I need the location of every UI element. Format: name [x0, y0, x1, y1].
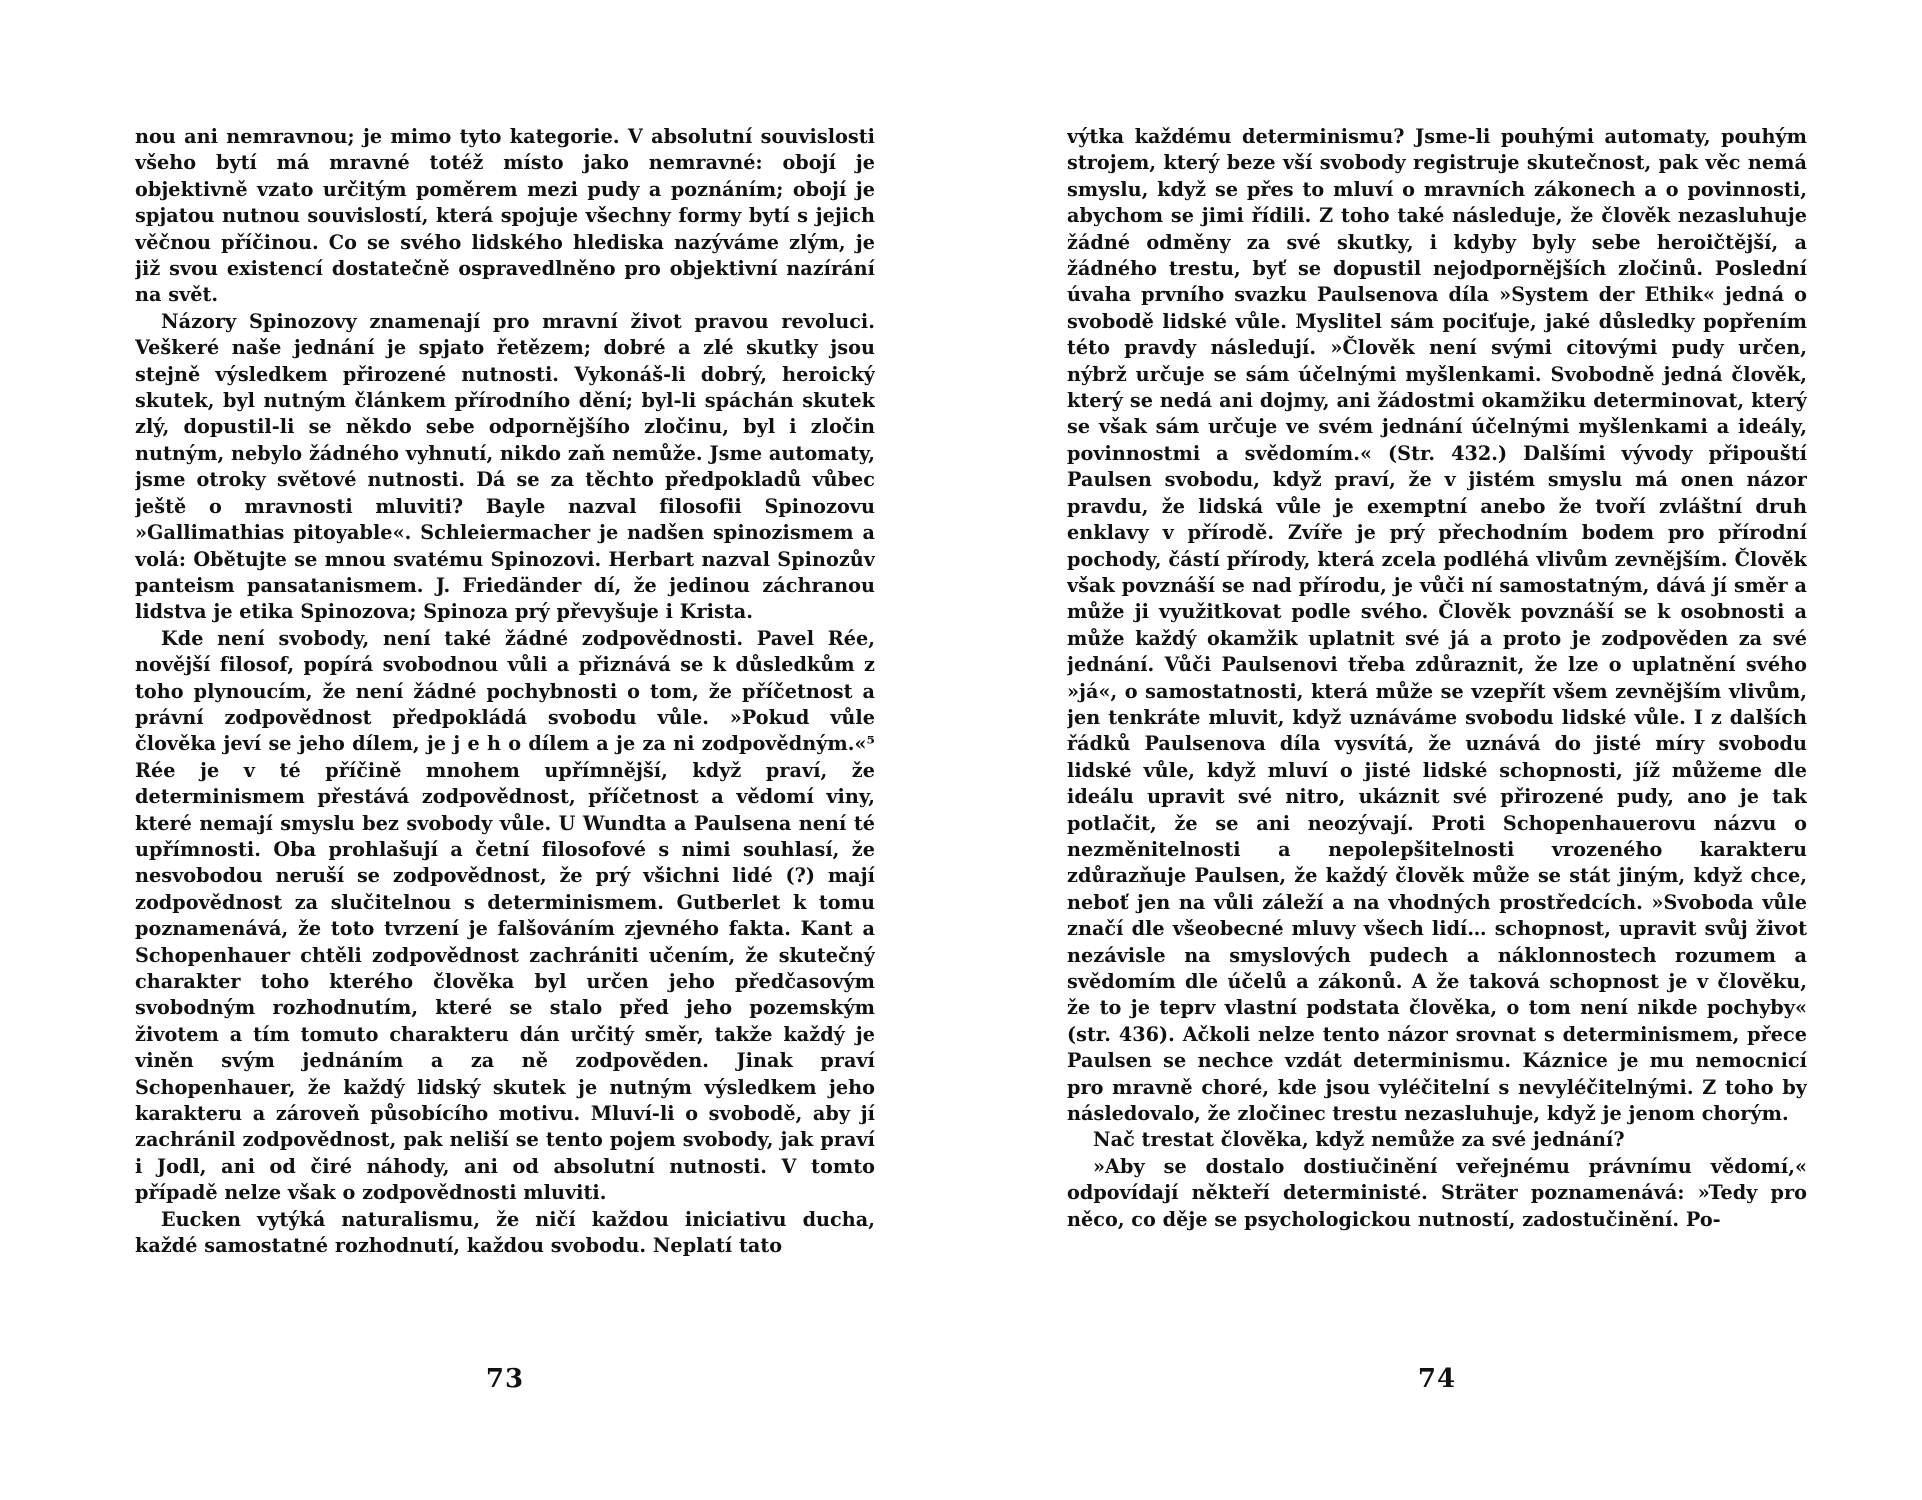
paragraph: »Aby se dostalo dostiučinění veřejnému právnímu vědomí,« odpovídají někteří deterministé. Sträter poznamenává: »Tedy pro něco, co děje se psychologickou nutností, zadostučinění. Po- [1067, 1154, 1807, 1231]
paragraph: Nač trestat člověka, když nemůže za své jednání? [1093, 1128, 1625, 1152]
left-page [135, 124, 875, 1424]
paragraph: Eucken vytýká naturalismu, že ničí každou iniciativu ducha, každé samostatné rozhodnutí, každou svobodu. Neplatí tato [135, 1207, 875, 1258]
paragraph: Názory Spinozovy znamenají pro mravní život pravou revoluci. Veškeré naše jednání je spjato řetězem; dobré a zlé skutky jsou stejně výsledkem přirozené nutnosti. Vykonáš-li dobrý, heroický skutek, byl nutným článkem přírodního dění; byl-li spáchán skutek zlý, dopustil-li se někdo sebe odpornějšího zločinu, byl i zločin nutným, nebylo žádného vyhnutí, nikdo zaň nemůže. Jsme automaty, jsme otroky světové nutnosti. Dá se za těchto předpokladů vůbec ještě o mravnosti mluviti? Bayle nazval filosofii Spinozovu »Gallimathias pitoyable«. Schleiermacher je nadšen spinozismem a volá: Obětujte se mnou svatému Spinozovi. Herbart nazval Spinozův panteism pansatanismem. J. Friedänder dí, že jedinou záchranou lidstva je etika Spinozova; Spinoza prý převyšuje i Krista. [135, 309, 875, 624]
paragraph: nou ani nemravnou; je mimo tyto kategorie. V absolutní souvislosti všeho bytí má mravné totéž místo jako nemravné: obojí je objektivně vzato určitým poměrem mezi pudy a poznáním; obojí je spjatou nutnou souvislostí, která spojuje všechny formy bytí s jejich věčnou příčinou. Co se svého lidského hlediska nazýváme zlým, je již svou existencí dostatečně ospravedlněno pro objektivní nazírání na svět. [135, 125, 875, 307]
left-page-text [135, 124, 875, 1344]
paragraph: výtka každému determinismu? Jsme-li pouhými automaty, pouhým strojem, který beze vší svobody registruje skutečnost, pak věc nemá smyslu, když se přes to mluví o mravních zákonech a o povinnosti, abychom se jimi řídili. Z toho také následuje, že člověk nezasluhuje žádné odměny za své skutky, i kdyby byly sebe heroičtější, a žádného trestu, byť se dopustil nejodpornějších zločinů. Poslední úvaha prvního svazku Paulsenova díla »System der Ethik« jedná o svobodě lidské vůle. Myslitel sám pociťuje, jaké důsledky popřením této pravdy následují. »Člověk není svými citovými pudy určen, nýbrž určuje se sám účelnými myšlenkami. Svobodně jedná člověk, který se nedá ani dojmy, ani žádostmi okamžiku determinovat, který se však sám určuje ve svém jednání účelnými myšlenkami a ideály, povinnostmi a svědomím.« (Str. 432.) Dalšími vývody připouští Paulsen svobodu, když praví, že v jistém smyslu má onen názor pravdu, že lidská vůle je exemptní anebo že tvoří zvláštní druh enklavy v přírodě. Zvíře je prý přechodním bodem pro přírodní pochody, částí přírody, která zcela podléhá vlivům zevnějším. Člověk však povznáší se nad přírodu, je vůči ní samostatným, dává jí směr a může ji využitkovat podle svého. Člověk povznáší se k osobnosti a může každý okamžik uplatnit své já a proto je zodpověden za své jednání. Vůči Paulsenovi třeba zdůraznit, že lze o uplatnění svého »já«, o samostatnosti, která může se vzepřít všem zevnějším vlivům, jen tenkráte mluvit, když uznáváme svobodu lidské vůle. I z dalších řádků Paulsenova díla vysvítá, že uznává do jisté míry svobodu lidské vůle, když mluví o jisté lidské schopnosti, jíž můžeme dle ideálu upravit své nitro, ukáznit své přirozené pudy, ano je tak potlačit, že se ani neozývají. Proti Schopenhauerovu názvu o nezměnitelnosti a nepolepšitelnosti vrozeného karakteru zdůrazňuje Paulsen, že každý člověk může se stát jiným, když chce, neboť jen na vůli záleží a na vhodných prostředcích. »Svoboda vůle značí dle všeobecné mluvy všech lidí… schopnost, upravit svůj život nezávisle na smyslových pudech a náklonnostech rozumem a svědomím dle účelů a zákonů. A že taková schopnost je v člověku, že to je teprv vlastní podstata člověka, o tom není nikde pochyby« (str. 436). Ačkoli nelze tento názor srovnat s determinismem, přece Paulsen se nechce vzdát determinismu. Káznice je mu nemocnicí pro mravně choré, kde jsou vyléčitelní s nevyléčitelnými. Z toho by následovalo, že zločinec trestu nezasluhuje, když je jenom chorým. [1067, 125, 1807, 1126]
right-page-text [1067, 124, 1807, 1344]
page-number: 74 [1417, 1364, 1457, 1394]
paragraph: Kde není svobody, není také žádné zodpovědnosti. Pavel Rée, novější filosof, popírá svobodnou vůli a přiznává se k důsledkům z toho plynoucím, že není žádné pochybnosti o tom, že příčetnost a právní zodpovědnost předpokládá svobodu vůle. »Pokud vůle člověka jeví se jeho dílem, je j e h o dílem a je za ni zodpovědným.«⁵ Rée je v té příčině mnohem upřímnější, když praví, že determinismem přestává zodpovědnost, příčetnost a vědomí viny, které nemají smyslu bez svobody vůle. U Wundta a Paulsena není té upřímnosti. Oba prohlašují a četní filosofové s nimi souhlasí, že nesvobodou neruší se zodpovědnost, že prý všichni lidé (?) mají zodpovědnost za slučitelnou s determinismem. Gutberlet k tomu poznamenává, že toto tvrzení je falšováním zjevného fakta. Kant a Schopenhauer chtěli zodpovědnost zachrániti učením, že skutečný charakter toho kterého člověka byl určen jeho předčasovým svobodným rozhodnutím, které se stalo před jeho pozemským životem a tím tomuto charakteru dán určitý směr, takže každý je viněn svým jednáním a za ně zodpověden. Jinak praví Schopenhauer, že každý lidský skutek je nutným výsledkem jeho karakteru a zároveň působícího motivu. Mluví-li o svobodě, aby jí zachránil zodpovědnost, pak neliší se tento pojem svobody, jak praví i Jodl, ani od čiré náhody, ani od absolutní nutnosti. V tomto případě nelze však o zodpovědnosti mluviti. [135, 626, 875, 1205]
page-number: 73 [485, 1364, 525, 1394]
right-page [1067, 124, 1807, 1424]
